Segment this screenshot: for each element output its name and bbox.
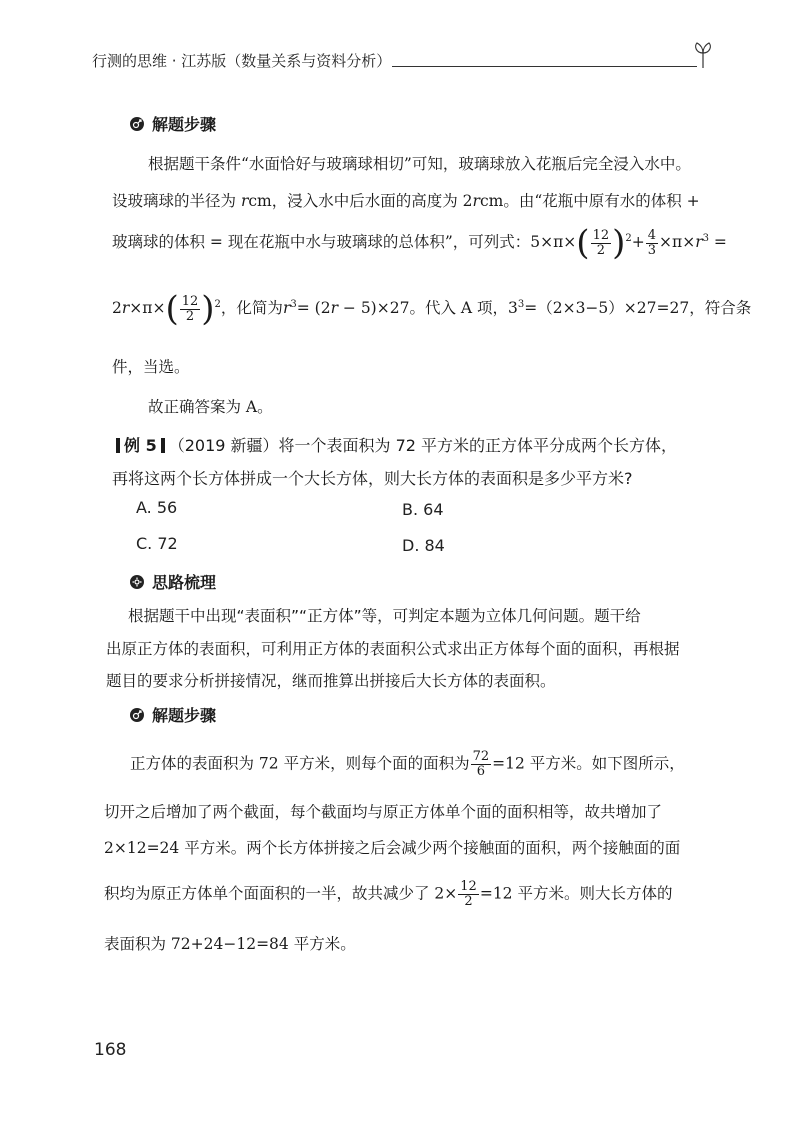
section-heading-thinking [130,570,216,593]
gear-icon [130,575,144,589]
running-header [92,36,712,70]
fraction: $\frac{12}{2}$ [460,879,477,909]
option-a: A. 56 [136,498,178,517]
example-question-line: 例 5 （2019 新疆）将一个表面积为 72 平方米的正方体平分成两个长方体， [112,433,677,456]
fraction: $\frac{12}{2}$ [181,293,199,324]
paragraph-line: 2×12=24 平方米。两个长方体拼接之后会减少两个接触面的面积，两个接触面的面 [104,839,681,857]
example-label: 例 5 [124,436,157,455]
heading-text: 解题步骤 [152,706,217,725]
formula-line: 2r×π×( $\frac{12}{2}$ )$^2$，化简为$r^3= (2r - 5)\times 27$。代入 A 项，$3^3=(2\times 3-5)\times 27=27$，符合条 [112,289,752,329]
option-d: D. 84 [402,536,445,555]
section-heading-solution-steps [130,703,216,726]
header-rule [392,66,697,67]
formula-line: 正方体的表面积为 72 平方米，则每个面的面积为 $\frac{72}{6}$ =12 平方米。如下图所示， [130,749,685,779]
answer-line: 故正确答案为 A。 [148,398,273,416]
paragraph-line: 题目的要求分析拼接情况，继而推算出拼接后大长方体的表面积。 [106,672,556,690]
header-title: 行测的思维 · 江苏版（数量关系与资料分析） [92,52,392,70]
paragraph-line: 出原正方体的表面积，可利用正方体的表面积公式求出正方体每个面的面积，再根据 [106,640,680,658]
formula-line: 积均为原正方体单个面面积的一半，故共减少了 2× $\frac{12}{2}$ =12 平方米。则大长方体的 [104,879,673,909]
fraction: $\frac{4}{3}$ [647,227,657,258]
paragraph-line: 设玻璃球的半径为 rcm，浸入水中后水面的高度为 2rcm。由“花瓶中原有水的体积 + [112,192,700,210]
paragraph-line: 件，当选。 [112,358,190,376]
paragraph-line: 根据题干条件“水面恰好与玻璃球相切”可知，玻璃球放入花瓶后完全浸入水中。 [148,155,691,173]
page-number: 168 [94,1040,127,1060]
paragraph-line: 表面积为 72+24−12=84 平方米。 [104,935,356,953]
example-question-line: 再将这两个长方体拼成一个大长方体，则大长方体的表面积是多少平方米? [112,469,633,488]
paragraph-line: 切开之后增加了两个截面，每个截面均与原正方体单个面的面积相等，故共增加了 [104,803,663,821]
heading-text: 思路梳理 [152,573,217,592]
section-heading-solution-steps [130,112,216,135]
formula-line: 玻璃球的体积 = 现在花瓶中水与玻璃球的总体积”，可列式：5×π×( $\frac{12}{2}$ )$^2$+ $\frac{4}{3}$ $\times\pi\times r^3$ = [112,223,727,263]
option-c: C. 72 [136,534,178,553]
solution-steps-icon [130,708,144,722]
fraction: $\frac{72}{6}$ [472,749,490,779]
fraction: $\frac{12}{2}$ [592,227,610,258]
heading-text: 解题步骤 [152,115,217,134]
solution-steps-icon [130,117,144,131]
option-b: B. 64 [402,500,444,519]
paragraph-line: 根据题干中出现“表面积”“正方体”等，可判定本题为立体几何问题。题干给 [128,607,641,625]
sprout-icon [692,40,714,70]
